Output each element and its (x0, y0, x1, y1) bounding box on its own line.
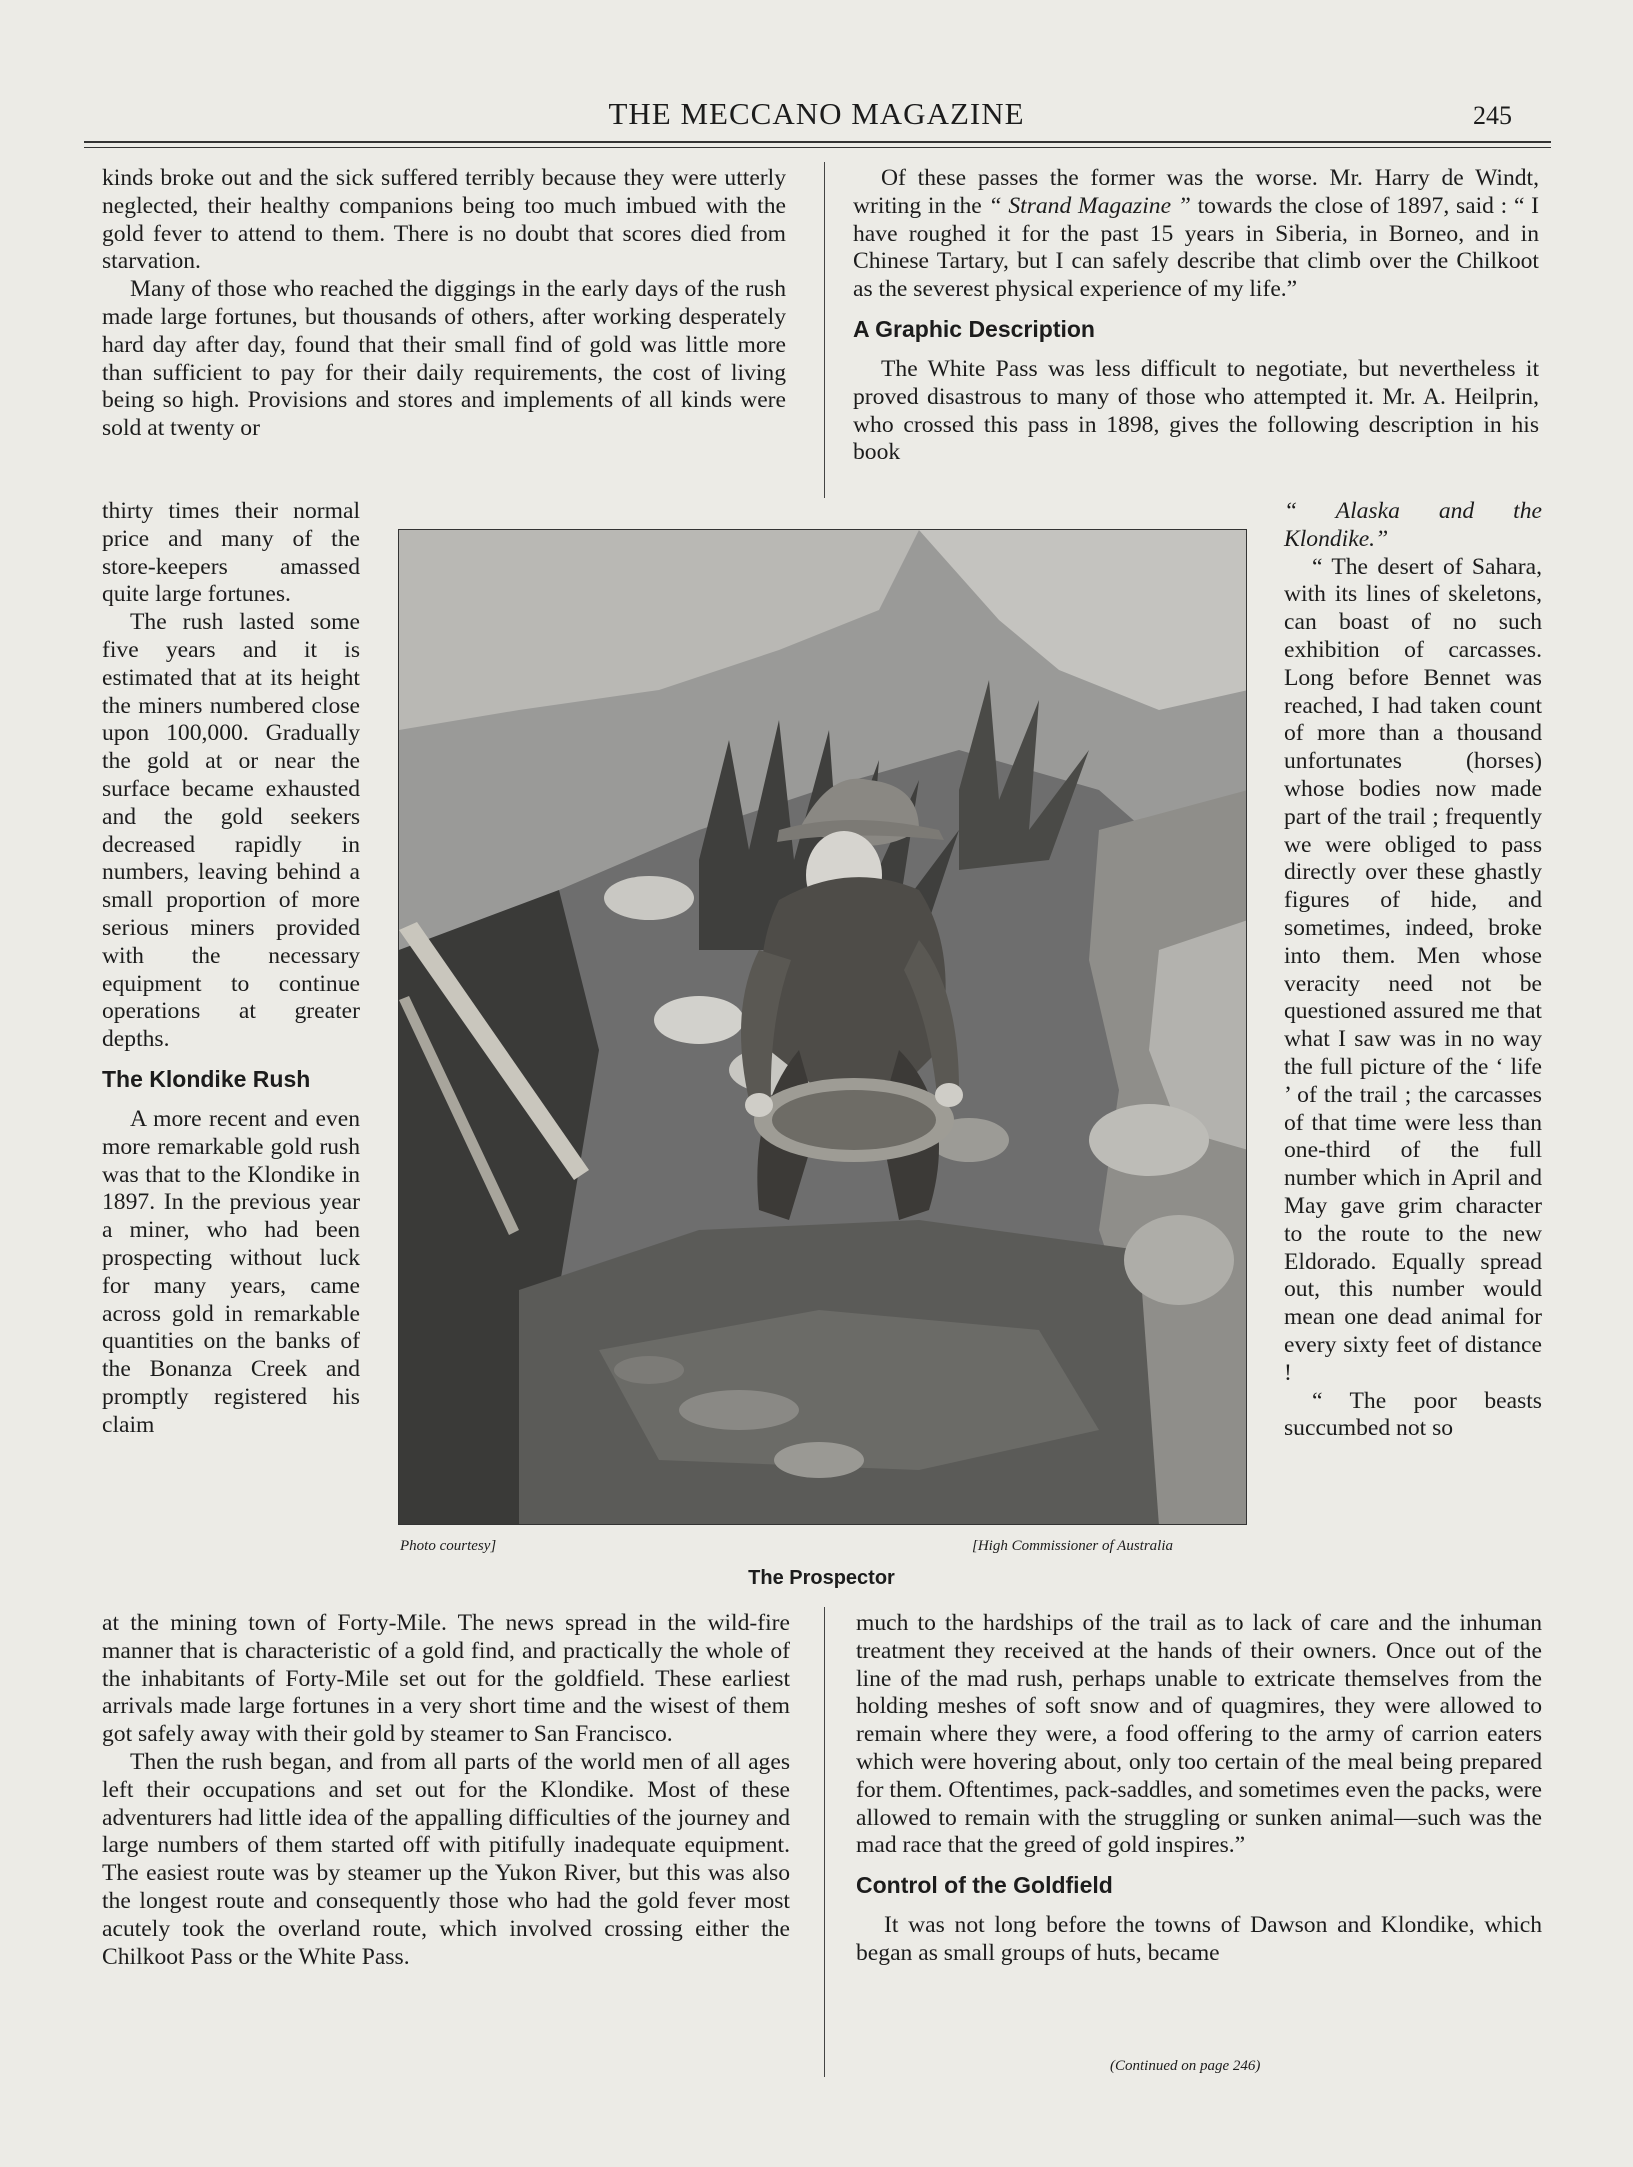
paragraph: A more recent and even more remarkable gold rush was that to the Klondike in 1897. In the previous year a miner, who had been prospecting without luck for many years, came across gold in remarkable quantities on the banks of the Bonanza Creek and promptly registered his claim (102, 1105, 360, 1438)
col2-bottom (856, 1610, 1542, 1968)
paragraph: much to the hardships of the trail as to lack of care and the inhuman treatment they received at the hands of their owners. Once out of the line of the mad rush, perhaps unable to extricate themselves from the holding meshes of soft snow and of quagmires, they were allowed to remain where they were, a food offering to the army of carrion eaters which were hovering about, only too certain of the meal being prepared for them. Oftentimes, pack-saddles, and sometimes even the packs, were allowed to remain with the struggling or sunken animal—such was the mad race that the greed of gold inspires.” (856, 1610, 1542, 1859)
paragraph: “ The poor beasts succumbed not so (1284, 1387, 1542, 1442)
paragraph: Of these passes the former was the worse. Mr. Harry de Windt, writing in the “ Strand Magazine ” towards the close of 1897, said : “ I have roughed it for the past 15 years in Siberia, in Borneo, and in Chinese Tartary, but I can safely describe that climb over the Chilkoot as the severest physical experience of my life.” (853, 165, 1540, 303)
prospector-photo-image (399, 530, 1247, 1525)
col2-top (853, 165, 1539, 467)
column-divider-bottom (824, 1607, 825, 2077)
paragraph: kinds broke out and the sick suffered terribly because they were utterly neglected, their healthy companions being too much imbued with the gold fever to attend to them. There is no doubt that scores died from starvation. (102, 165, 786, 275)
photo-credit-right: [High Commissioner of Australia (972, 1538, 1173, 1554)
page-number: 245 (1473, 101, 1512, 130)
header-rule-top (84, 141, 1551, 143)
section-heading-klondike-rush: The Klondike Rush (102, 1065, 311, 1092)
continued-note: (Continued on page 246) (1110, 2058, 1261, 2074)
header-rule-bottom (84, 147, 1551, 148)
paragraph: thirty times their normal price and many of the store-keepers amassed quite large fortunes. (102, 498, 360, 608)
paragraph: The White Pass was less difficult to negotiate, but nevertheless it proved disastrous to many of those who attempted it. Mr. A. Heilprin, who crossed this pass in 1898, gives the following description in his book (853, 355, 1539, 466)
photo-credit-left: Photo courtesy] (400, 1538, 497, 1554)
column-divider-top (824, 162, 825, 498)
prospector-photo (398, 529, 1247, 1525)
page-header-title: THE MECCANO MAGAZINE (608, 96, 1025, 131)
col1-bottom (102, 1610, 790, 1971)
section-heading-control-goldfield: Control of the Goldfield (856, 1872, 1113, 1899)
paragraph: The rush lasted some five years and it is estimated that at its height the miners numbered close upon 100,000. Gradually the gold at or near the surface became exhausted and the gold seekers decreased rapidly in numbers, leaving behind a small proportion of more serious miners provided with the necessary equipment to continue operations at greater depths. (102, 609, 360, 1053)
paragraph: It was not long before the towns of Dawson and Klondike, which began as small groups of huts, became (856, 1912, 1542, 1966)
col1-top (102, 165, 786, 443)
photo-caption: The Prospector (748, 1567, 895, 1589)
book-title: “ Alaska and the Klondike.” (1284, 498, 1542, 552)
section-heading-graphic-description: A Graphic Description (853, 315, 1095, 342)
col1-narrow (102, 498, 360, 1440)
paragraph: “ The desert of Sahara, with its lines of skeletons, can boast of no such exhibition of carcasses. Long before Bennet was reached, I had taken count of more than a thousand unfortunates (horses) whose bodies now made part of the trail ; frequently we were obliged to pass directly over these ghastly figures of hide, and sometimes, indeed, broke into them. Men whose veracity need not be questioned assured me that what I saw was in no way the full picture of the ‘ life ’ of the trail ; the carcasses of that time were less than one-third of the full number which in April and May gave grim character to the route to the new Eldorado. Equally spread out, this number would mean one dead animal for every sixty feet of distance ! (1284, 553, 1542, 1386)
col2-narrow (1284, 498, 1542, 1443)
paragraph: at the mining town of Forty-Mile. The news spread in the wild-fire manner that is characteristic of a gold find, and practically the whole of the inhabitants of Forty-Mile set out for the goldfield. These earliest arrivals made large fortunes in a very short time and the wisest of them got safely away with their gold by steamer to San Francisco. (102, 1610, 790, 1748)
paragraph: Many of those who reached the diggings in the early days of the rush made large fortunes, but thousands of others, after working desperately hard day after day, found that their small find of gold was little more than sufficient to pay for their daily requirements, the cost of living being so high. Provisions and stores and implements of all kinds were sold at twenty or (102, 276, 786, 442)
paragraph: Then the rush began, and from all parts of the world men of all ages left their occupations and set out for the Klondike. Most of these adventurers had little idea of the appalling difficulties of the journey and large numbers of them started off with pitifully inadequate equipment. The easiest route was by steamer up the Yukon River, but this was also the longest route and consequently those who had the gold fever most acutely took the overland route, which involved crossing either the Chilkoot Pass or the White Pass. (102, 1748, 790, 1970)
